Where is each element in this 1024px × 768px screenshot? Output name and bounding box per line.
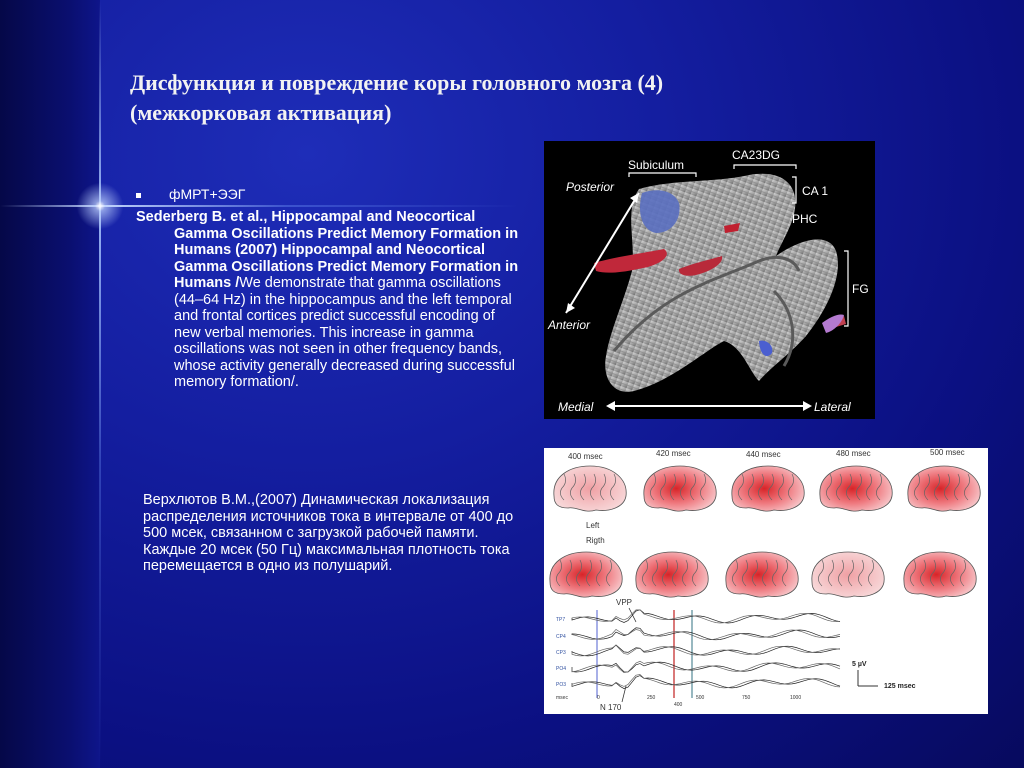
channel-label: CP3 (556, 650, 566, 656)
channel-label: PO4 (556, 666, 567, 672)
brain-map (726, 552, 798, 597)
bullet-item (136, 186, 245, 202)
label-ca23dg: CA23DG (732, 148, 781, 162)
scale-amplitude: 5 µV (852, 661, 867, 668)
brain-map (732, 466, 804, 511)
slide-title (130, 68, 890, 128)
eeg-traces (572, 610, 840, 689)
scale-bar (852, 661, 916, 690)
reference-title: Sederberg B. et al., Hippocampal and Neocortical Gamma Oscillations Predict Memory Formation in Humans (2007) Hippocampal and Neocortical Gamma Oscillations Predict Memory Formation in Humans / (136, 209, 519, 291)
fg-bracket (844, 251, 848, 326)
brain-map (644, 466, 716, 511)
vertical-glow-line (99, 0, 101, 768)
channel-label: PO3 (556, 682, 567, 688)
brain-map (554, 466, 626, 511)
time-label: 440 msec (746, 450, 781, 459)
left-hemisphere-maps (554, 466, 980, 511)
title-line-1: Дисфункция и повреждение коры головного мозга (4) (130, 70, 664, 95)
reference-paragraph (136, 209, 524, 391)
row-label-right: Rigth (586, 536, 605, 545)
scale-time: 125 msec (884, 683, 916, 690)
eeg-figure-svg (544, 448, 988, 714)
eeg-trace (572, 645, 840, 656)
brain-map (908, 466, 980, 511)
eeg-trace (572, 661, 840, 672)
row-label-left: Left (586, 521, 600, 530)
brain-map (820, 466, 892, 511)
time-label: 420 msec (656, 449, 691, 458)
bullet-text: фМРТ+ЭЭГ (169, 186, 246, 202)
study-note: Верхлютов В.М.,(2007) Динамическая локализация распределения источников тока в интервале от 400 до 500 мсек, связанном с загрузкой рабочей памяти. Каждые 20 мсек (50 Гц) максимальная плотность тока перемещается в одно из полушарий. (143, 492, 514, 574)
reference-abstract: We demonstrate that gamma oscillations (44–64 Hz) in the hippocampus and the left temporal and frontal cortices predict successful encoding of new verbal memories. This increase in gamma oscillations was not seen in other frequency bands, whose activity generally decreased during successful memory formation/. (174, 275, 515, 390)
hippocampus-3d-figure (544, 141, 875, 419)
label-subiculum: Subiculum (628, 158, 685, 172)
time-label: 480 msec (836, 449, 871, 458)
arrowhead-icon (803, 401, 812, 411)
label-ca1: CA 1 (802, 184, 829, 198)
x-tick: 1000 (790, 695, 802, 701)
label-fg: FG (852, 282, 869, 296)
x-tick: 0 (597, 695, 600, 701)
brain-map (636, 552, 708, 597)
arrowhead-icon (606, 401, 615, 411)
eeg-source-figure (544, 448, 988, 714)
brain-map (812, 552, 884, 597)
time-label: 400 msec (568, 452, 603, 461)
eeg-trace-panel (556, 598, 840, 712)
label-posterior: Posterior (566, 180, 615, 194)
channel-label: TP7 (556, 617, 566, 623)
label-anterior: Anterior (548, 318, 591, 332)
channel-label: CP4 (556, 634, 566, 640)
eeg-trace (572, 645, 840, 656)
x-tick: 750 (742, 695, 751, 701)
brain-map (550, 552, 622, 597)
eeg-trace (572, 676, 840, 689)
x-tick: 500 (696, 695, 705, 701)
axis-label-msec: msec (556, 695, 568, 701)
right-hemisphere-maps (550, 552, 976, 597)
title-line-2: (межкорковая активация) (130, 100, 392, 125)
label-phc: PHC (792, 212, 818, 226)
label-medial: Medial (558, 400, 594, 414)
peak-label-vpp: VPP (616, 598, 633, 607)
x-tick: 400 (674, 702, 683, 708)
square-bullet-icon (136, 193, 141, 198)
left-decorative-band (0, 0, 100, 768)
hippocampus-figure-svg (544, 141, 875, 419)
star-flare-decoration (70, 176, 130, 236)
time-label: 500 msec (930, 448, 965, 457)
peak-label-n170: N 170 (600, 703, 622, 712)
label-lateral: Lateral (814, 400, 851, 414)
eeg-trace (572, 610, 840, 623)
ca23dg-bracket (734, 165, 796, 169)
brain-map (904, 552, 976, 597)
subiculum-bracket (629, 173, 696, 177)
x-tick: 250 (647, 695, 656, 701)
